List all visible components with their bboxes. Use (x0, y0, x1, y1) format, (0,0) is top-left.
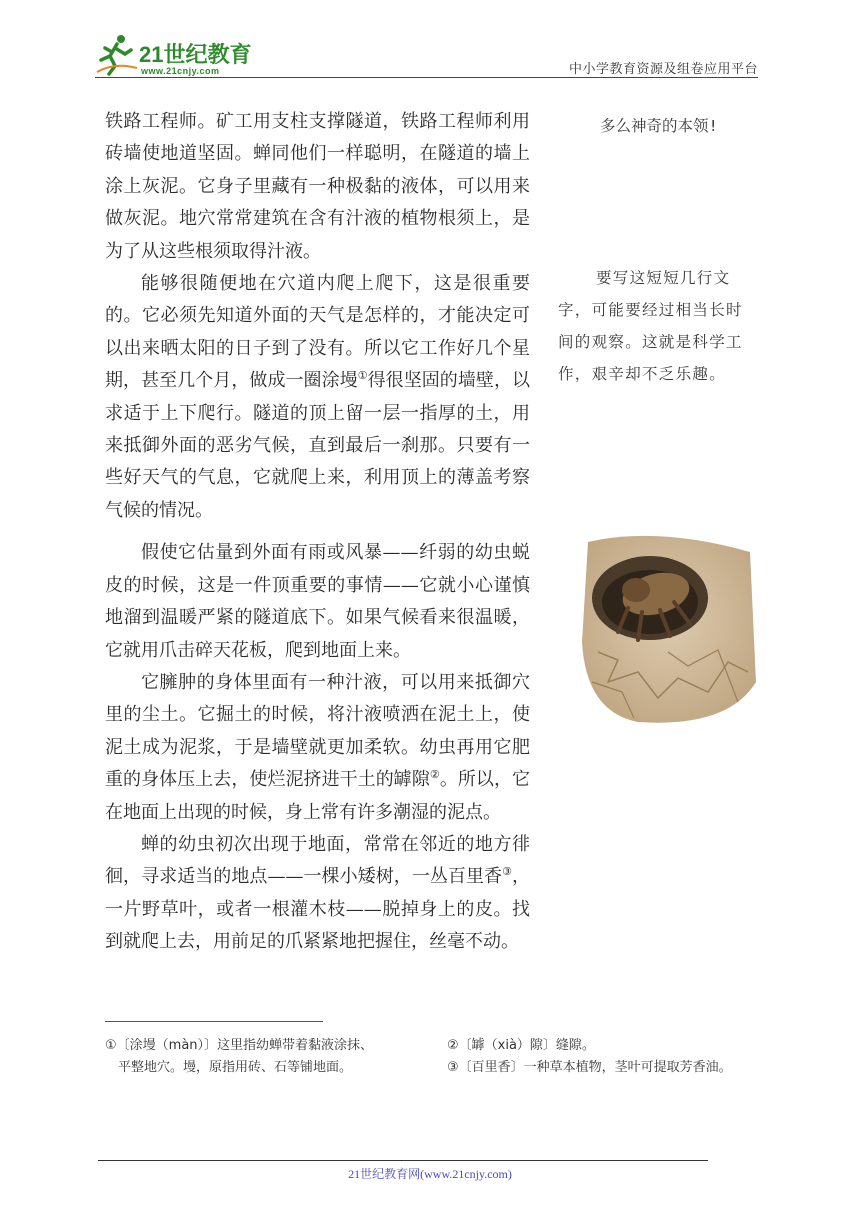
header-divider (95, 77, 758, 78)
footnote-ref-1: ① (357, 369, 368, 383)
main-text (105, 106, 530, 959)
logo (95, 32, 265, 76)
footnote-ref-3: ③ (502, 865, 512, 879)
logo-title: 21世纪教育 (139, 42, 252, 67)
cicada-nymph-illustration (578, 532, 758, 726)
footnote-ref-2: ② (429, 768, 440, 782)
runner-logo-icon (95, 32, 139, 76)
paragraph-2: 能够很随便地在穴道内爬上爬下，这是很重要的。它必须先知道外面的天气是怎样的，才能决定可以出来晒太阳的日子到了没有。所以它工作好几个星期，甚至几个月，做成一圈涂墁①得很坚固的墙壁，以求适于上下爬行。隧道的顶上留一层一指厚的土，用来抵御外面的恶劣气候，直到最后一刹那。只要有一些好天气的气息，它就爬上来，利用顶上的薄盖考察气候的情况。 (105, 273, 530, 521)
paragraph-3: 假使它估量到外面有雨或风暴——纤弱的幼虫蜕皮的时候，这是一件顶重要的事情——它就小心谨慎地溜到温暖严紧的隧道底下。如果气候看来很温暖，它就用爪击碎天花板，爬到地面上来。 (105, 542, 530, 661)
side-note-1: 多么神奇的本领! (600, 117, 718, 135)
side-note-2: 要写这短短几行文字，可能要经过相当长时间的观察。这就是科学工作，艰辛却不乏乐趣。 (558, 269, 743, 383)
page-header (95, 28, 758, 78)
footnote-divider (105, 1021, 323, 1022)
footer-link[interactable]: 21世纪教育网(www.21cnjy.com) (348, 1167, 512, 1181)
logo-url: www.21cnjy.com (141, 66, 220, 76)
footnote-1: ①〔涂墁（màn）〕这里指幼蝉带着黏液涂抹、 平整地穴。墁，原指用砖、石等铺地面。 (105, 1038, 374, 1075)
footer-divider (98, 1160, 708, 1161)
footnote-3: ③〔百里香〕一种草本植物，茎叶可提取芳香油。 (447, 1060, 732, 1075)
paragraph-5: 蝉的幼虫初次出现于地面，常常在邻近的地方徘徊，寻求适当的地点——一棵小矮树，一丛百里香③，一片野草叶，或者一根灌木枝——脱掉身上的皮。找到就爬上去，用前足的爪紧紧地把握住，丝毫不动。 (105, 833, 530, 953)
footnote-2: ②〔罅（xià）隙〕缝隙。 (447, 1038, 595, 1053)
paragraph-1: 铁路工程师。矿工用支柱支撑隧道，铁路工程师利用砖墙使地道坚固。蝉同他们一样聪明，在隧道的墙上涂上灰泥。它身子里藏有一种极黏的液体，可以用来做灰泥。地穴常常建筑在含有汁液的植物根须上，是为了从这些根须取得汁液。 (105, 111, 530, 262)
footnotes-2-3 (447, 1035, 767, 1079)
platform-name: 中小学教育资源及组卷应用平台 (568, 62, 758, 77)
paragraph-4: 它臃肿的身体里面有一种汁液，可以用来抵御穴里的尘土。它掘土的时候，将汁液喷洒在泥土上，使泥土成为泥浆，于是墙壁就更加柔软。幼虫再用它肥重的身体压上去，使烂泥挤进干土的罅隙②。所以，它在地面上出现的时候，身上常有许多潮湿的泥点。 (105, 671, 531, 823)
